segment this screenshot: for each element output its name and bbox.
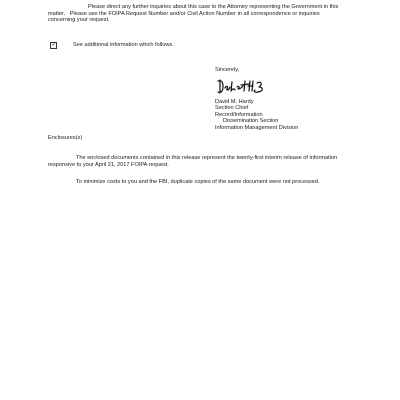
signer-title: Section Chief <box>215 105 249 112</box>
release-line-1: The enclosed documents contained in this release represent the twenty-first interim release of information <box>76 155 338 161</box>
closing: Sincerely, <box>215 67 240 73</box>
inquiries-line-3: concerning your request. <box>48 17 110 24</box>
inquiries-line-1: Please direct any further inquiries about this case to the Attorney representing the Government in this <box>88 4 339 10</box>
release-line-2: responsive to your April 21, 2017 FOIPA request. <box>48 161 169 168</box>
inquiries-line-2: Please use the FOIPA Request Number and/or Civil Action Number in all correspondence or inquiries <box>69 10 320 17</box>
signature-block <box>215 67 365 132</box>
additional-info-label: See additional information which follows. <box>73 42 174 48</box>
signer-name: David M. Hardy <box>215 98 254 105</box>
additional-info-checkbox[interactable] <box>50 42 57 49</box>
signature-image <box>215 77 277 97</box>
enclosures-label: Enclosures(s) <box>48 135 83 141</box>
inquiries-paragraph <box>48 4 348 24</box>
duplicate-copies-paragraph: To minimize costs to you and the FBI, duplicate copies of the same document were not processed. <box>76 179 320 185</box>
signer-division: Information Management Division <box>215 124 299 131</box>
signer-dept-line-2: Dissemination Section <box>223 118 279 125</box>
check-mark-icon: ✓ <box>51 41 57 48</box>
additional-info-row <box>50 42 174 49</box>
inquiries-line-2-lead: matter. <box>48 10 66 17</box>
release-paragraph <box>48 155 368 168</box>
signer-dept-line-1: Record/Information <box>215 111 263 118</box>
